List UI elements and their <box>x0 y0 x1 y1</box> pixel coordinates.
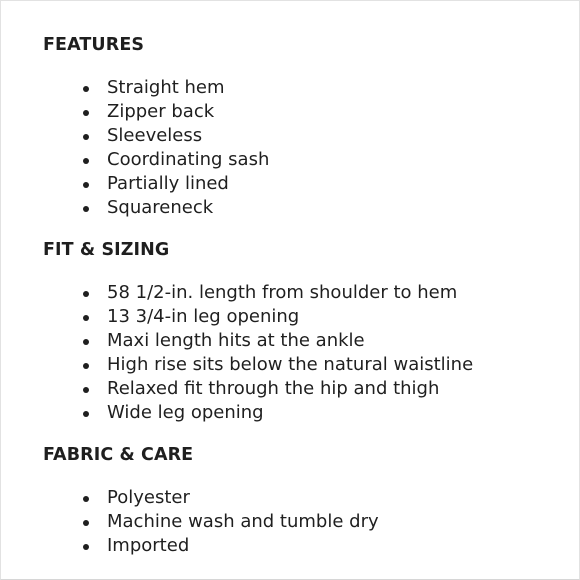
list-item <box>43 329 563 353</box>
product-details <box>43 33 563 558</box>
bullet-icon <box>83 544 89 550</box>
list-item <box>43 401 563 425</box>
list-item <box>43 124 563 148</box>
list-item-text: 58 1/2-in. length from shoulder to hem <box>107 282 458 303</box>
fit-sizing-heading: FIT & SIZING <box>43 240 170 260</box>
bullet-icon <box>83 411 89 417</box>
list-item-text: Wide leg opening <box>107 402 264 423</box>
bullet-icon <box>83 363 89 369</box>
list-item <box>43 172 563 196</box>
fabric-care-list <box>43 486 563 558</box>
list-item-text: Straight hem <box>107 77 225 98</box>
list-item <box>43 76 563 100</box>
list-item <box>43 281 563 305</box>
list-item-text: Relaxed fit through the hip and thigh <box>107 378 440 399</box>
list-item-text: Sleeveless <box>107 125 203 146</box>
list-item-text: High rise sits below the natural waistline <box>107 354 474 375</box>
list-item <box>43 196 563 220</box>
bullet-icon <box>83 387 89 393</box>
features-heading: FEATURES <box>43 35 145 55</box>
bullet-icon <box>83 291 89 297</box>
list-item-text: Coordinating sash <box>107 149 270 170</box>
bullet-icon <box>83 158 89 164</box>
list-item-text: Machine wash and tumble dry <box>107 511 379 532</box>
list-item <box>43 305 563 329</box>
bullet-icon <box>83 110 89 116</box>
list-item-text: Imported <box>107 535 190 556</box>
list-item <box>43 534 563 558</box>
list-item-text: 13 3/4-in leg opening <box>107 306 300 327</box>
bullet-icon <box>83 134 89 140</box>
bullet-icon <box>83 206 89 212</box>
bullet-icon <box>83 86 89 92</box>
bullet-icon <box>83 315 89 321</box>
list-item-text: Polyester <box>107 487 190 508</box>
bullet-icon <box>83 496 89 502</box>
bullet-icon <box>83 520 89 526</box>
list-item <box>43 377 563 401</box>
list-item-text: Squareneck <box>107 197 214 218</box>
list-item <box>43 100 563 124</box>
features-list <box>43 76 563 220</box>
bullet-icon <box>83 182 89 188</box>
fit-sizing-list <box>43 281 563 425</box>
bullet-icon <box>83 339 89 345</box>
list-item-text: Maxi length hits at the ankle <box>107 330 365 351</box>
list-item <box>43 148 563 172</box>
list-item-text: Zipper back <box>107 101 215 122</box>
list-item <box>43 486 563 510</box>
fabric-care-heading: FABRIC & CARE <box>43 445 194 465</box>
list-item <box>43 353 563 377</box>
list-item <box>43 510 563 534</box>
list-item-text: Partially lined <box>107 173 229 194</box>
